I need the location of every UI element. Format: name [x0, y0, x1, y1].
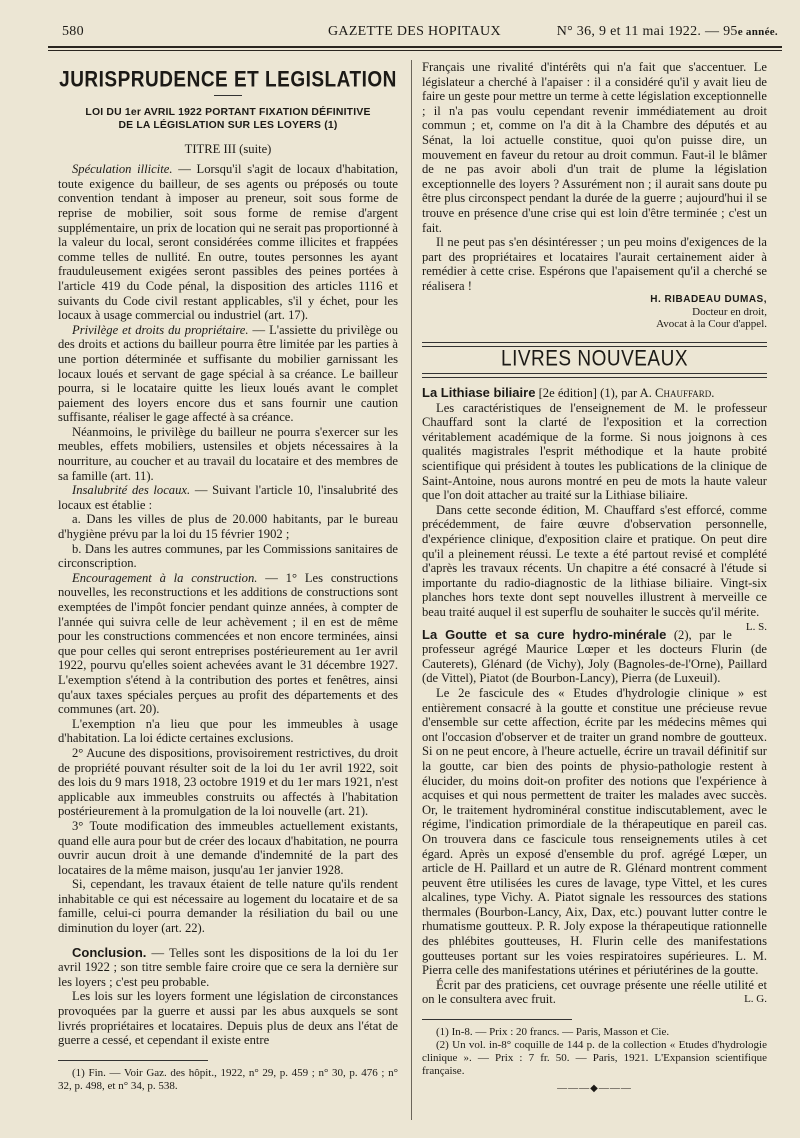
journal-name: GAZETTE DES HOPITAUX: [328, 24, 501, 39]
paragraph-desinteresser: Il ne peut pas s'en désintéresser ; un peu moins d'exigences de la part des propriétaires et locataires l'aurait certainement aider à remédier à cette crise. Espérons que l'apaisement qu'il a cherché se réalisera !: [422, 235, 767, 293]
title-rule: [214, 95, 242, 96]
section-title: JURISPRUDENCE ET LEGISLATION: [59, 68, 397, 93]
page-number: 580: [62, 24, 84, 39]
livres-section: [422, 342, 767, 379]
running-header: [48, 24, 778, 44]
footnote-1: (1) In-8. — Prix : 20 francs. — Paris, Masson et Cie.: [436, 1026, 670, 1039]
paragraph-exemption: L'exemption n'a lieu que pour les immeubles à usage d'habitation. La loi édicte certaines exclusions.: [58, 716, 398, 746]
paragraph-a: a. Dans les villes de plus de 20.000 habitants, par le bureau d'hygiène prévu par la loi du 15 février 1902 ;: [58, 512, 398, 542]
header-rule: [48, 46, 782, 48]
book-1-review-p1: Les caractéristiques de l'enseignement de M. le professeur Chauffard sont la clarté de l'exposition et la correction véritablement académique de la forme. Si nous joignons à ces qualités magistrales l'esprit méthodique et la haute probité scientifique qui président à toutes les publications de la clinique de Saint-Antoine, nous aurons montré en peu de mots la haute valeur que l'on doit attacher au traité sur la Lithiase biliaire.: [422, 400, 767, 503]
column-separator: [411, 60, 412, 1120]
signature-block: [422, 294, 767, 330]
paragraph-encouragement: Encouragement à la construction. — 1° Les constructions nouvelles, les reconstructions et les additions de constructions sont exemptées de l'impôt foncier pendant quinze années, à compter de l'année qui suivra celle de leur achèvement ; il en est de même pour les constructions commencées et non encore terminées, ainsi que pour celles qui seront entreprises postérieurement au 1er avril 1922, pourvu qu'elles soient achevées avant le 31 décembre 1927. L'exemption s'étend à la contribution des portes et fenêtres, ainsi qu'aux taxes spéciales perçues au profit des départements et des communes (art. 20).: [58, 570, 398, 717]
left-column: [58, 60, 398, 1093]
paragraph-privilege: Privilège et droits du propriétaire. — L'assiette du privilège ou des droits et actions du bailleur pourra être limitée par les parties à une portion déterminée et suffisante du mobilier garnissant les locaux loués et servant de gage spécial à sa créance. Le bailleur pourra, si le locataire quitte les lieux loués avant le complet paiement des loyers encore dus et sans fournir une caution suffisante, réaliser le gage affecté à sa créance.: [58, 322, 398, 425]
book-2-review-p1: Le 2e fascicule des « Etudes d'hydrologie clinique » est entièrement consacré à la goutte et constitue une précieuse revue d'ensemble sur cette affection, écrite par les médecins mêmes qui ont l'occasion d'observer et de traiter un grand nombre de goutteux. Si on ne peut encore, à l'heure actuelle, écrire un travail définitif sur la goutte, car bien des points de physio-pathologie restent à élucider, du moins doit-on profiter des notions que l'expérience à acquises et qui nous permettent de traiter les malades avec succès. Or, le traitement hydrominéral constitue indiscutablement, avec le régime, l'indication primordiale de la thérapeutique en pareil cas. On trouvera dans ce fascicule tous renseignements utiles à cet égard. Après un exposé d'ensemble du prof. agrégé Lœper, un article de H. Paillard et un autre de R. Glénard montrent comment peuvent être utilisées les cures de lavage, type Vittel, et les cures alcalines, type Vichy. A. Piatot signale les ressources des stations thermales (Bourbon-Lancy, Aix, Dax, etc.) pouvant lutter contre le rhumatisme goutteux. P. R. Joly expose la thérapeutique rationnelle des phlébites goutteuses, H. Flurin celle des manifestations goutteuses portant sur les voies respiratoires supérieures. L. M. Pierra celle des manifestations utérines et périutérines de la goutte.: [422, 685, 767, 978]
paragraph-conclusion: Conclusion. — Telles sont les dispositions de la loi du 1er avril 1922 ; son titre semble faire croire que ce sera la dernière sur les loyers ; c'est peu probable.: [58, 944, 398, 989]
book-2-review-p2: Écrit par des praticiens, cet ouvrage présente une réelle utilité et on le consultera avec fruit. L. G.: [422, 977, 767, 1007]
footnote-rule: [58, 1060, 208, 1061]
issue-line: N° 36, 9 et 11 mai 1922. — 95e année.: [556, 24, 778, 39]
paragraph-2: 2° Aucune des dispositions, provisoirement restrictives, du droit de propriété pouvant résulter soit de la loi du 1er avril 1922, soit des lois du 9 mars 1918, 23 octobre 1919 et du 1er mars 1921, n'est applicable aux immeubles construits ou affectés à l'habitation postérieurement à la promulgation de la loi nouvelle (art. 21).: [58, 745, 398, 819]
book-2-heading: La Goutte et sa cure hydro-minérale (2), par le professeur agrégé Maurice Lœper et les docteurs Flurin (de Cauterets), Glénard (de Vichy), Joly (Bagnoles-de-l'Orne), Paillard (de Vittel), Piatot (de Bourbon-Lancy), Pierra (de Luxeuil).: [422, 626, 767, 686]
paragraph-continuation: Français une rivalité d'intérêts qui n'a fait que s'accentuer. Le législateur a cherché à l'apaiser : il a considéré qu'il y avait lieu de faire un geste pour mettre un terme à cette législation exceptionnelle ; il n'a pas voulu cependant revenir immédiatement au droit commun ; et, comme on l'a dit à la Chambre des députés et au Sénat, la loi actuelle constitue, quoi qu'on puisse dire, un mouvement en faveur du retour au droit commun. Faut-il le blâmer de ne pas avoir aboli d'un trait de plume la législation exceptionnelle des loyers ? Assurément non ; il aurait sans doute pu être plus circonspect pendant la durée de la guerre ; aujourd'hui il se trouve en présence d'une crise qui est loin d'être terminée ; c'est un fait.: [422, 60, 767, 235]
paragraph-neanmoins: Néanmoins, le privilège du bailleur ne pourra s'exercer sur les meubles, effets mobiliers, ustensiles et objets nécessaires à la nourriture, au coucher et au travail du locataire et des membres de sa famille (art. 11).: [58, 424, 398, 483]
law-title: LOI DU 1er AVRIL 1922 PORTANT FIXATION DÉFINITIVE DE LA LÉGISLATION SUR LES LOYERS (1): [85, 106, 371, 131]
footnote-rule-right: [422, 1019, 572, 1020]
paragraph-3: 3° Toute modification des immeubles actuellement existants, quand elle aura pour but de créer des locaux d'habitation, ne pourra ouvrir aucun droit à une demande d'indemnité de la part des locataires de la même maison, jusqu'au 1er janvier 1928.: [58, 818, 398, 877]
author-name: H. RIBADEAU DUMAS,: [650, 293, 767, 305]
book-1-heading: La Lithiase biliaire [2e édition] (1), par A. Chauffard.: [422, 385, 715, 401]
paragraph-speculation: Spéculation illicite. — Lorsqu'il s'agit de locaux d'habitation, toute exigence du bailleur, de ses agents ou préposés ou toute convention tendant à imposer au preneur, soit sous forme de reprise de mobilier, soit sous forme de remise d'argent supplémentaire, un prix de location qui ne serait pas proportionné à la valeur du local, seront considérées comme illicites et frappées comme telles de nullité. En outre, toutes personnes les ayant frauduleusement exigées seront passibles des peines portées à l'article 419 du Code pénal, la disposition des articles 1116 et suivants du Code civil restant applicables, s'il y échet, pour les locaux à usage commercial ou industriel (art. 17).: [58, 162, 398, 323]
paragraph-si-cependant: Si, cependant, les travaux étaient de telle nature qu'ils rendent inhabitable ce qui est nécessaire au logement du locataire et de sa famille, celui-ci pourra demander la résiliation du bail ou une diminution du loyer (art. 22).: [58, 877, 398, 936]
footnote-2: (2) Un vol. in-8° coquille de 144 p. de la collection « Etudes d'hydrologie clinique ». — Prix : 7 fr. 50. — Paris, 1921. L'Expansion scientifique française.: [422, 1039, 767, 1078]
paragraph-b: b. Dans les autres communes, par les Commissions sanitaires de circonscription.: [58, 541, 398, 571]
header-rule-thin: [48, 50, 782, 51]
end-ornament: ———◆———: [557, 1083, 632, 1095]
author-title: Docteur en droit,: [692, 305, 767, 318]
book-1-review-p2: Dans cette seconde édition, M. Chauffard s'est efforcé, comme précédemment, de faire œuvre d'observation personnelle, d'expérience clinique, d'exposition claire et pratique. On peut dire qu'il a pleinement réussi. Le texte a été partout revisé et complété d'après les travaux récents. Un chapitre a été consacré à l'étude si importante du radio-diagnostic de la lithiase biliaire. Vingt-six planches hors texte dont sept nouvelles illustrent à merveille ce beau traité auquel il est superflu de souhaiter le succès qu'il mérite. L. S.: [422, 502, 767, 633]
paragraph-insalubrite: Insalubrité des locaux. — Suivant l'article 10, l'insalubrité des locaux est établie :: [58, 483, 398, 512]
paragraph-lois: Les lois sur les loyers forment une législation de circonstances provoquées par la guerre et aussi par les abus auxquels se sont livrés propriétaires et locataires. Depuis plus de deux ans l'état de guerre a cessé, et cependant il existe entre: [58, 989, 398, 1048]
section-double-rule: [422, 342, 767, 347]
titre-heading: TITRE III (suite): [184, 141, 272, 156]
right-column: [422, 60, 767, 1097]
author-role: Avocat à la Cour d'appel.: [656, 317, 767, 330]
livres-title: LIVRES NOUVEAUX: [501, 346, 688, 371]
footnote: (1) Fin. — Voir Gaz. des hôpit., 1922, n° 29, p. 459 ; n° 30, p. 476 ; n° 32, p. 498, et n° 34, p. 538.: [58, 1066, 398, 1092]
